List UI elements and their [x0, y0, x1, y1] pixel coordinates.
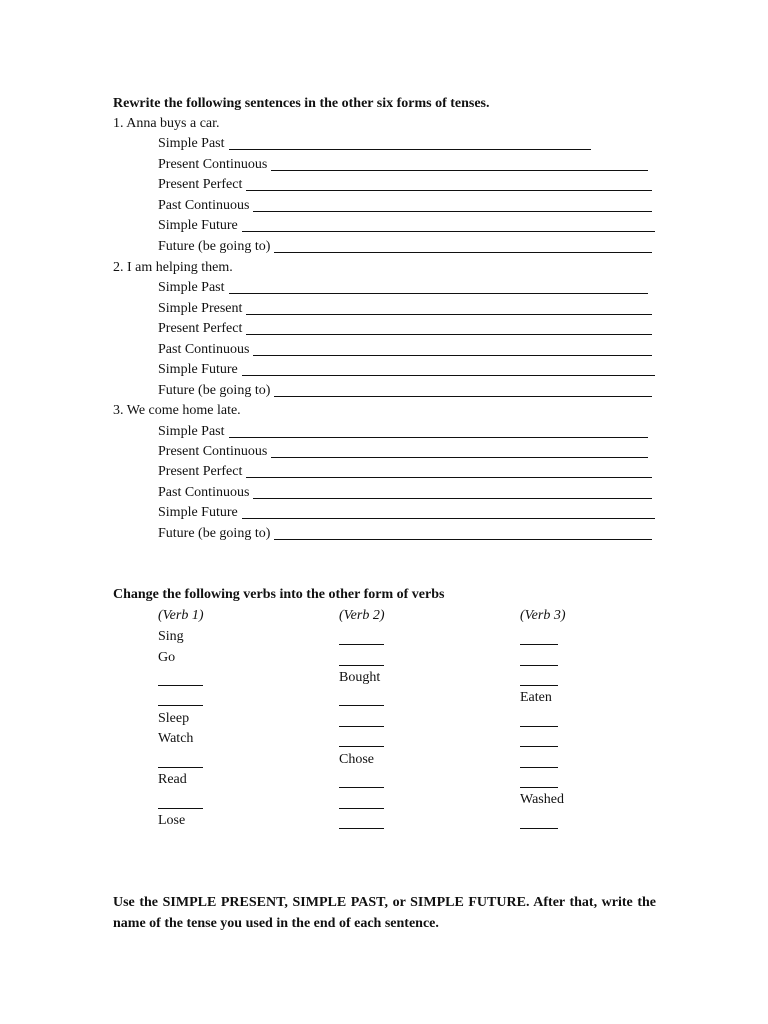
- tense-label: Present Continuous: [158, 157, 268, 172]
- answer-line[interactable]: [253, 497, 652, 499]
- answer-line[interactable]: [271, 169, 648, 171]
- tense-label: Present Perfect: [158, 321, 243, 336]
- verb-blank[interactable]: [520, 725, 558, 727]
- verb-blank[interactable]: [158, 807, 203, 809]
- answer-line[interactable]: [242, 517, 655, 519]
- answer-line[interactable]: [229, 292, 648, 294]
- verb-blank[interactable]: [520, 664, 558, 666]
- verb1-header: (Verb 1): [158, 608, 204, 623]
- answer-row[interactable]: [158, 299, 652, 318]
- verb-cell: Lose: [158, 813, 186, 828]
- tense-label: Present Perfect: [158, 464, 243, 479]
- tense-label: Past Continuous: [158, 198, 250, 213]
- verb-blank[interactable]: [158, 766, 203, 768]
- verb-blank[interactable]: [520, 766, 558, 768]
- answer-row[interactable]: [158, 278, 648, 297]
- verb-blank[interactable]: [339, 664, 384, 666]
- answer-row[interactable]: [158, 462, 652, 481]
- tense-label: Simple Past: [158, 424, 225, 439]
- verb-blank[interactable]: [339, 827, 384, 829]
- sentence-2: 2. I am helping them.: [113, 260, 233, 275]
- tense-label: Simple Past: [158, 136, 225, 151]
- verb-blank[interactable]: [339, 725, 384, 727]
- answer-line[interactable]: [271, 456, 648, 458]
- verb-blank[interactable]: [339, 643, 384, 645]
- verb-blank[interactable]: [339, 786, 384, 788]
- tense-label: Future (be going to): [158, 239, 271, 254]
- answer-row[interactable]: [158, 381, 652, 400]
- answer-row[interactable]: [158, 442, 648, 461]
- answer-line[interactable]: [274, 538, 652, 540]
- verb-blank[interactable]: [339, 807, 384, 809]
- answer-row[interactable]: [158, 422, 648, 441]
- tense-label: Past Continuous: [158, 342, 250, 357]
- answer-row[interactable]: [158, 503, 655, 522]
- answer-line[interactable]: [246, 476, 652, 478]
- answer-line[interactable]: [253, 354, 652, 356]
- answer-line[interactable]: [229, 436, 648, 438]
- verb-blank[interactable]: [520, 643, 558, 645]
- answer-row[interactable]: [158, 155, 648, 174]
- verb-cell: Chose: [339, 752, 374, 767]
- tense-label: Present Continuous: [158, 444, 268, 459]
- tense-label: Past Continuous: [158, 485, 250, 500]
- tense-label: Simple Future: [158, 505, 238, 520]
- exercise3-instruction: Use the SIMPLE PRESENT, SIMPLE PAST, or SIMPLE FUTURE. After that, write the name of the tense you used in the end of each sentence.: [113, 895, 656, 931]
- answer-row[interactable]: [158, 360, 655, 379]
- answer-row[interactable]: [158, 319, 652, 338]
- verb-blank[interactable]: [158, 704, 203, 706]
- tense-label: Future (be going to): [158, 526, 271, 541]
- verb-blank[interactable]: [158, 684, 203, 686]
- verb-cell: Go: [158, 650, 176, 665]
- verb-cell: Watch: [158, 731, 194, 746]
- tense-label: Future (be going to): [158, 383, 271, 398]
- verb-blank[interactable]: [520, 684, 558, 686]
- answer-row[interactable]: [158, 196, 652, 215]
- verb-blank[interactable]: [520, 827, 558, 829]
- answer-line[interactable]: [229, 148, 591, 150]
- verb-blank[interactable]: [520, 786, 558, 788]
- answer-line[interactable]: [274, 395, 652, 397]
- verb-blank[interactable]: [339, 704, 384, 706]
- answer-row[interactable]: [158, 524, 652, 543]
- verb3-header: (Verb 3): [520, 608, 566, 623]
- verb-cell: Sing: [158, 629, 184, 644]
- answer-line[interactable]: [246, 333, 652, 335]
- tense-label: Simple Future: [158, 218, 238, 233]
- verb-cell: Sleep: [158, 711, 190, 726]
- tense-label: Present Perfect: [158, 177, 243, 192]
- answer-row[interactable]: [158, 237, 652, 256]
- verb-blank[interactable]: [339, 745, 384, 747]
- answer-line[interactable]: [242, 230, 655, 232]
- verb-cell: Eaten: [520, 690, 552, 705]
- sentence-3: 3. We come home late.: [113, 403, 241, 418]
- sentence-1: 1. Anna buys a car.: [113, 116, 220, 131]
- verb-cell: Read: [158, 772, 187, 787]
- answer-row[interactable]: [158, 483, 652, 502]
- answer-row[interactable]: [158, 175, 652, 194]
- answer-row[interactable]: [158, 216, 655, 235]
- verb2-header: (Verb 2): [339, 608, 385, 623]
- answer-row[interactable]: [158, 134, 591, 153]
- answer-line[interactable]: [274, 251, 652, 253]
- answer-row[interactable]: [158, 340, 652, 359]
- answer-line[interactable]: [253, 210, 652, 212]
- verb-cell: Bought: [339, 670, 381, 685]
- answer-line[interactable]: [246, 313, 652, 315]
- exercise2-instruction: Change the following verbs into the other form of verbs: [113, 587, 445, 602]
- exercise1-instruction: Rewrite the following sentences in the other six forms of tenses.: [113, 96, 490, 111]
- answer-line[interactable]: [242, 374, 655, 376]
- verb-cell: Washed: [520, 792, 564, 807]
- tense-label: Simple Future: [158, 362, 238, 377]
- tense-label: Simple Past: [158, 280, 225, 295]
- answer-line[interactable]: [246, 189, 652, 191]
- verb-blank[interactable]: [520, 745, 558, 747]
- tense-label: Simple Present: [158, 301, 243, 316]
